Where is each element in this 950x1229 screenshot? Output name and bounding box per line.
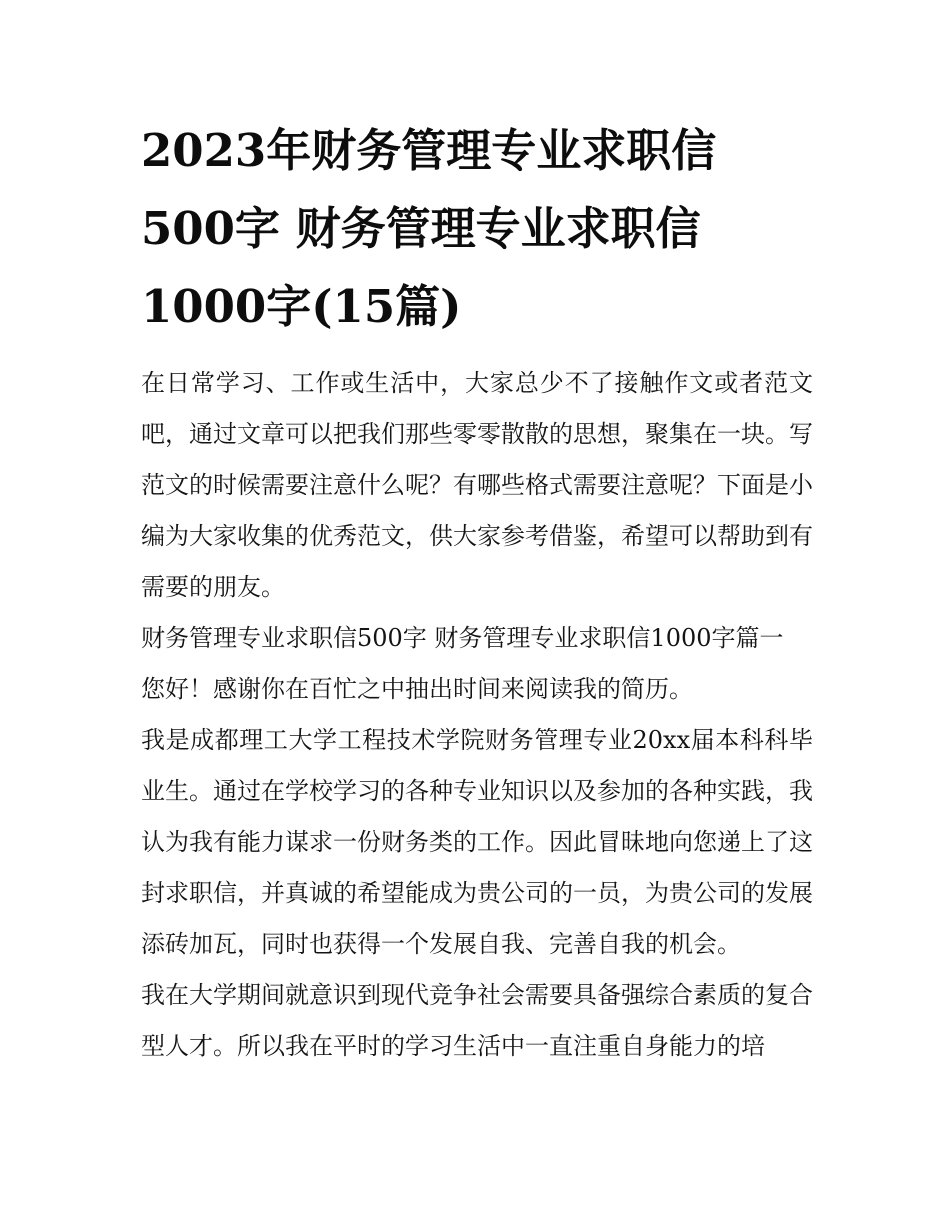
title-line-2: 500字 财务管理专业求职信 bbox=[141, 202, 701, 255]
greeting-paragraph: 您好！感谢你在百忙之中抽出时间来阅读我的简历。 bbox=[141, 675, 693, 703]
document-content bbox=[141, 112, 813, 1072]
title-line-1: 2023年财务管理专业求职信 bbox=[141, 124, 717, 177]
intro-paragraph: 在日常学习、工作或生活中，大家总少不了接触作文或者范文吧，通过文章可以把我们那些零零散散的思想，聚集在一块。写范文的时候需要注意什么呢？有哪些格式需要注意呢？下面是小编为大家收集的优秀范文，供大家参考借鉴，希望可以帮助到有需要的朋友。 bbox=[141, 369, 813, 601]
body-paragraph: 我在大学期间就意识到现代竞争社会需要具备强综合素质的复合型人才。所以我在平时的学习生活中一直注重自身能力的培 bbox=[141, 981, 813, 1060]
title-line-3: 1000字(15篇) bbox=[141, 280, 462, 333]
body-paragraph: 我是成都理工大学工程技术学院财务管理专业20xx届本科科毕业生。通过在学校学习的各种专业知识以及参加的各种实践，我认为我有能力谋求一份财务类的工作。因此冒昧地向您递上了这封求职信，并真诚的希望能成为贵公司的一员，为贵公司的发展添砖加瓦，同时也获得一个发展自我、完善自我的机会。 bbox=[141, 726, 813, 958]
document-title bbox=[141, 112, 813, 346]
section-heading: 财务管理专业求职信500字 财务管理专业求职信1000字篇一 bbox=[141, 624, 784, 652]
